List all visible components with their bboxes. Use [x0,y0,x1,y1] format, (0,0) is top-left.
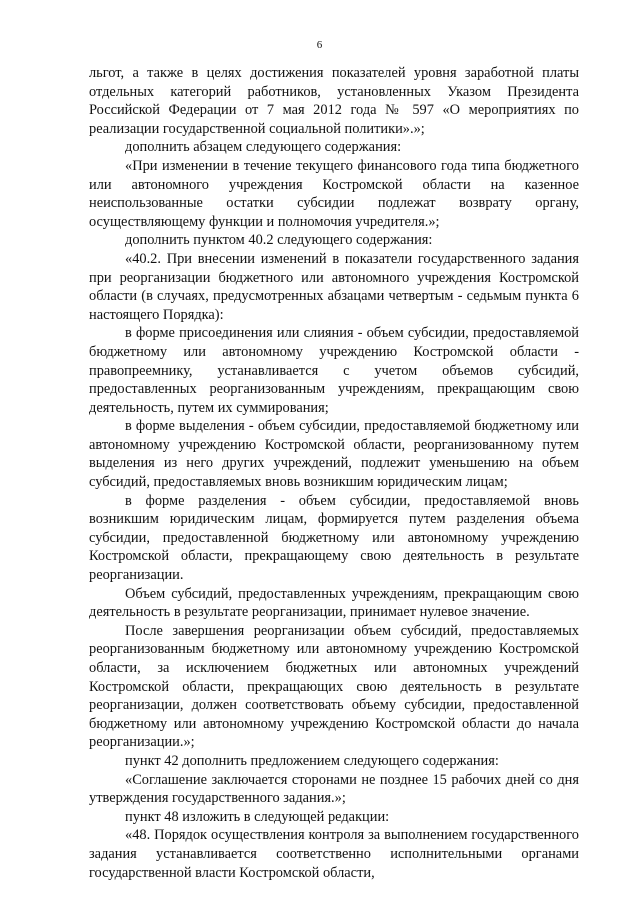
paragraph-clause-48: «48. Порядок осуществления контроля за выполнением государственного задания устанавливается соответственно исполнительными органами государственной власти Костромской области, [89,827,579,881]
page-number: 6 [316,39,323,51]
paragraph-instruction: дополнить пунктом 40.2 следующего содержания: [125,232,433,249]
paragraph-after-reorganization: После завершения реорганизации объем субсидий, предоставляемых реорганизованным бюджетному или автономному учреждению Костромской области, за исключением бюджетных или автономных учреждений Костромской области, прекращающих свою деятельность в результате реорганизации, должен соответствовать объему субсидии, предоставленной бюджетному или автономному учреждению Костромской области до начала реорганизации.»; [89,622,579,751]
paragraph-zero-value: Объем субсидий, предоставленных учреждениям, прекращающим свою деятельность в результате реорганизации, принимает нулевое значение. [89,585,579,621]
paragraph-quoted-text: «Соглашение заключается сторонами не позднее 15 рабочих дней со дня утверждения государственного задания.»; [89,771,579,807]
document-body [89,64,579,882]
paragraph-instruction: пункт 42 дополнить предложением следующего содержания: [125,752,499,769]
paragraph-separation-form: в форме выделения - объем субсидии, предоставляемой бюджетному или автономному учреждению Костромской области, реорганизованному путем выделения из него других учреждений, подлежит уменьшению на объем субсидий, предоставляемых вновь возникшим юридическим лицам; [89,418,579,491]
paragraph-instruction: пункт 48 изложить в следующей редакции: [125,808,390,825]
paragraph-merger-form: в форме присоединения или слияния - объем субсидии, предоставляемой бюджетному или автономному учреждению Костромской области - правопреемнику, устанавливается с учетом объемов субсидий, предоставленных реорганизованным учреждениям, прекращающим свою деятельность, путем их суммирования; [89,325,579,416]
paragraph-clause-40-2: «40.2. При внесении изменений в показатели государственного задания при реорганизации бюджетного или автономного учреждения Костромской области (в случаях, предусмотренных абзацами четвертым - седьмым пункта 6 настоящего Порядка): [89,250,579,323]
paragraph-continuation: льгот, а также в целях достижения показателей уровня заработной платы отдельных категорий работников, установленных Указом Президента Российской Федерации от 7 мая 2012 года № 597 «О мероприятиях по реализации государственной социальной политики».»; [89,65,579,137]
paragraph-quoted-text: «При изменении в течение текущего финансового года типа бюджетного или автономного учреждения Костромской области на казенное неиспользованные остатки субсидии подлежат возврату органу, осуществляющему функции и полномочия учредителя.»; [89,157,579,230]
paragraph-instruction: дополнить абзацем следующего содержания: [125,139,402,156]
paragraph-division-form: в форме разделения - объем субсидии, предоставляемой вновь возникшим юридическим лицам, формируется путем разделения объема субсидии, предоставленной бюджетному или автономному учреждению Костромской области, прекращающему свою деятельность в результате реорганизации. [89,492,579,584]
